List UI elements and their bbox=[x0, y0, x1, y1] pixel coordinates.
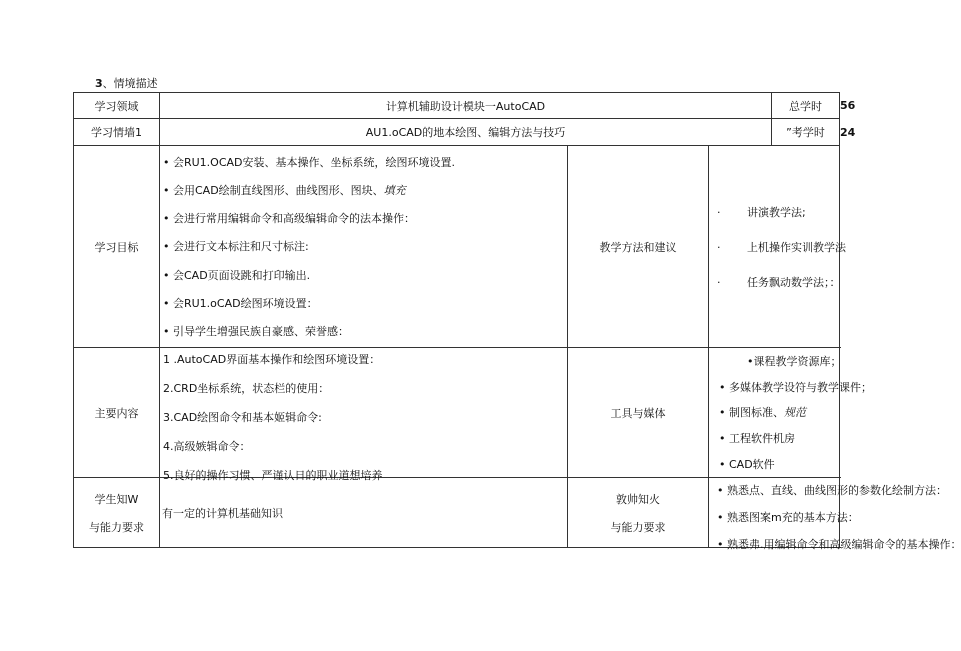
tool-item: • 工程软件机房 bbox=[719, 432, 795, 446]
teacher-requirements-label bbox=[568, 478, 709, 548]
section-number: 3 bbox=[95, 77, 103, 90]
tool-item-suffix: 规范 bbox=[784, 406, 806, 420]
learning-goals-label: 学习目标 bbox=[74, 146, 160, 348]
method-item bbox=[717, 239, 846, 255]
content-item: 3.CAD绘图命令和基本姬辑命令: bbox=[163, 410, 322, 424]
main-content-list bbox=[160, 348, 568, 482]
teaching-method-list bbox=[709, 146, 846, 348]
method-item bbox=[717, 274, 841, 290]
method-item bbox=[717, 204, 831, 220]
bullet-icon: · bbox=[717, 275, 721, 289]
learning-goals-list bbox=[160, 146, 568, 348]
row-student-requirements bbox=[74, 478, 840, 548]
bullet-icon: · bbox=[717, 205, 721, 219]
teacher-requirement-item: • 熟悉点、直线、曲线图形的参数化绘制方法： bbox=[717, 483, 947, 497]
main-content-label: 主要内容 bbox=[74, 348, 160, 478]
bullet-icon: · bbox=[717, 240, 721, 254]
learning-situation-label: 学习情墙1 bbox=[74, 119, 160, 146]
content-item: 5.良好的操作习惯、严谨认日的职业道想培养 bbox=[163, 468, 383, 482]
tools-media-list bbox=[709, 348, 872, 478]
section-title: 、情境描述 bbox=[102, 77, 158, 90]
row-learning-situation: 学习情墙1 AU1.oCAD的地本绘图、编辑方法与技巧 ”考学时 24 bbox=[74, 119, 840, 146]
method-item-text: 讲演教学法; bbox=[747, 205, 806, 219]
total-hours-label: 总学时 bbox=[772, 93, 840, 119]
goal-item: • 会RU1.oCAD绘图环境设置： bbox=[163, 296, 318, 310]
content-item: 1 .AutoCAD界面基本操作和绘图环境设置： bbox=[163, 352, 381, 366]
content-item: 2.CRD坐标系统，状态栏的使用： bbox=[163, 381, 330, 395]
student-requirements-label-line2: 与能力要求 bbox=[89, 520, 144, 534]
method-item-text: 任务飘动数学法；： bbox=[747, 275, 841, 289]
reference-hours-label: ”考学时 bbox=[772, 119, 840, 146]
student-requirements-value: 有一定的计算机基础知识 bbox=[160, 478, 568, 548]
tool-item: •课程教学资源库； bbox=[747, 354, 842, 368]
teacher-requirement-item: • 熟悉弗.用编辑命令和高级编辑命令的基本操作： bbox=[717, 537, 961, 551]
tool-item: • CAD软件 bbox=[719, 458, 775, 472]
teacher-requirements-label-line2: 与能力要求 bbox=[610, 520, 666, 534]
goal-item: • 会RU1.OCAD安装、基本操作、坐标系统，绘图环境设置. bbox=[163, 156, 456, 170]
learning-field-value: 计算机辅助设计模块一AutoCAD bbox=[160, 93, 772, 119]
teaching-method-label: 教学方法和建议 bbox=[568, 146, 709, 348]
row-main-content bbox=[74, 348, 840, 478]
section-heading bbox=[95, 75, 158, 91]
student-requirements-label bbox=[74, 478, 160, 548]
content-item: 4.高级嫉辑命令： bbox=[163, 439, 251, 453]
method-item-text: 上机操作实训教学法 bbox=[747, 240, 846, 254]
tools-media-label: 工具与媒体 bbox=[568, 348, 709, 478]
teacher-requirements-list bbox=[709, 478, 961, 551]
goal-item bbox=[163, 182, 564, 198]
tool-item-text: • 制图标准、 bbox=[719, 406, 784, 420]
learning-situation-value: AU1.oCAD的地本绘图、编辑方法与技巧 bbox=[160, 119, 772, 146]
tool-item bbox=[719, 404, 829, 420]
teacher-requirements-label-line1: 敦帅知火 bbox=[616, 492, 660, 506]
student-requirements-label-line1: 学生知W bbox=[94, 492, 139, 506]
course-info-table bbox=[73, 92, 961, 551]
row-learning-goals bbox=[74, 146, 840, 348]
learning-field-label: 学习领域 bbox=[74, 93, 160, 119]
goal-item: • 会进行文本标注和尺寸标注: bbox=[163, 240, 309, 254]
teacher-requirement-item: • 熟悉图案m充的基本方法： bbox=[717, 510, 859, 524]
row-learning-field: 学习领域 计算机辅助设计模块一AutoCAD 总学时 56 bbox=[74, 93, 840, 119]
goal-item: • 引导学生增强民族自豪感、荣誉感： bbox=[163, 324, 349, 338]
goal-item-text: • 会用CAD绘制直线图形、曲线图形、图块、 bbox=[163, 184, 384, 198]
goal-item: • 会进行常用编辑命令和高级编辑命令的法本操作： bbox=[163, 212, 415, 226]
tool-item: • 多媒体教学设符与教学课件； bbox=[719, 380, 872, 394]
goal-item-suffix: 填充 bbox=[383, 184, 406, 198]
goal-item: • 会CAD页面设跳和打印输出. bbox=[163, 268, 311, 282]
